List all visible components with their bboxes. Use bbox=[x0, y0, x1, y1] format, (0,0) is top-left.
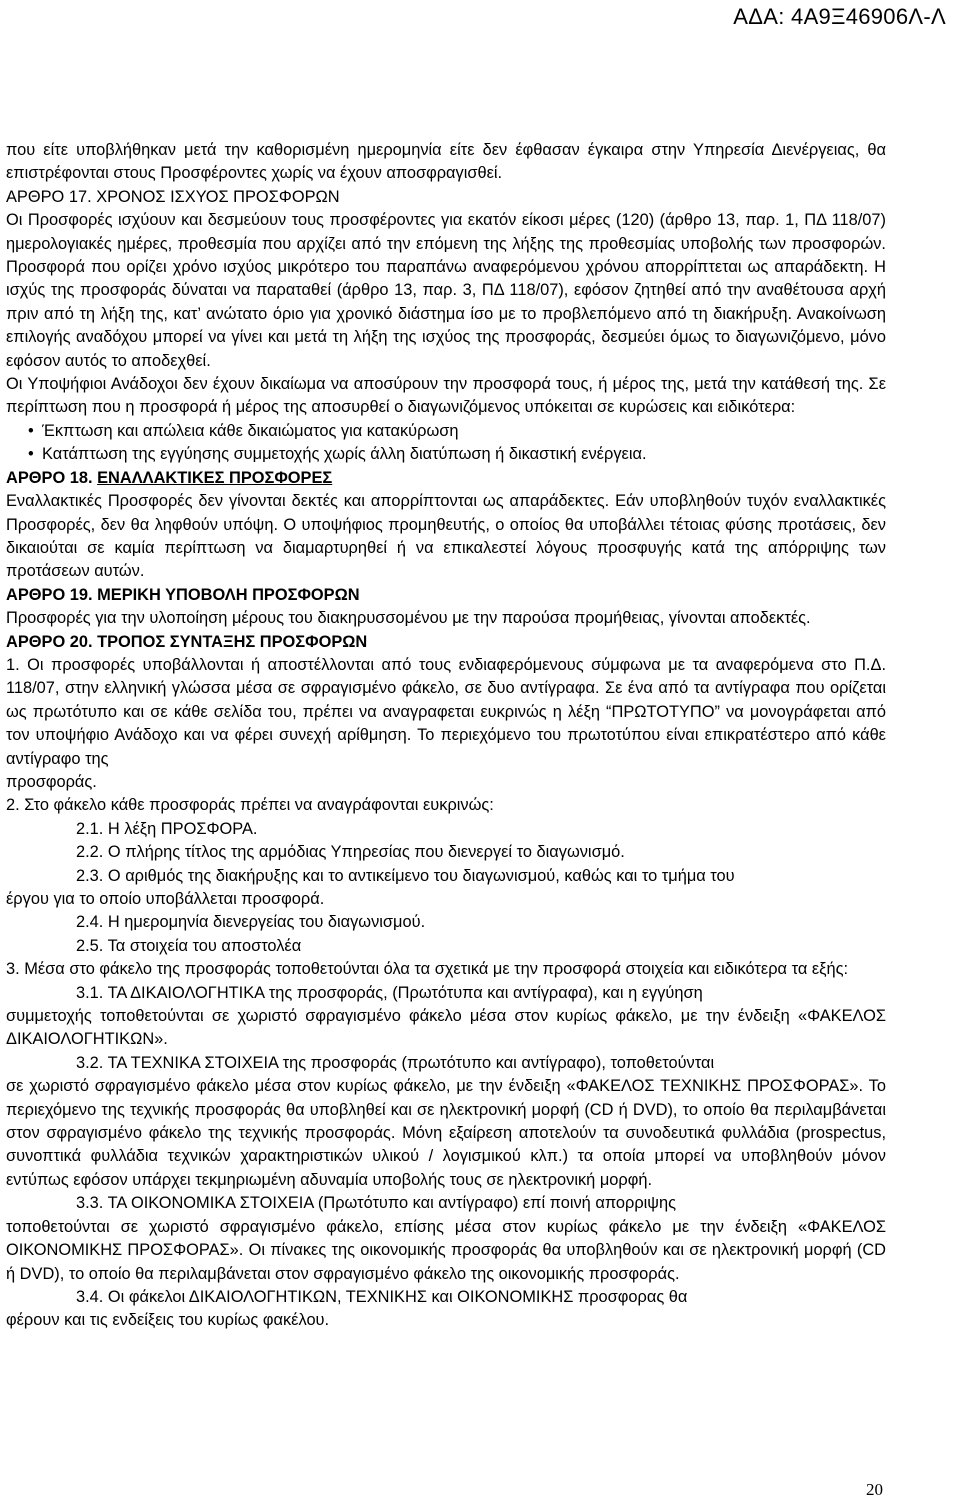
article-20-paragraph-1: 1. Οι προσφορές υποβάλλονται ή αποστέλλονται από τους ενδιαφερόμενους σύμφωνα με τα αναφερόμενα στο Π.Δ. 118/07, στην ελληνική γλώσσα μέσα σε σφραγισμένο φάκελο, σε δυο αντίγραφα. Σε ένα από τα αντίγραφα που ορίζεται ως πρωτότυπο και σε κάθε σελίδα του, πρέπει να αναγραφεται ευκρινώς η λέξη “ΠΡΩΤΟΤΥΠΟ” να μονογράφεται από τον υποψήφιο Ανάδοχο και να φέρει συνεχή αρίθμηση. Το περιεχόμενο του πρωτοτύπου είναι επικρατέστερο από κάθε αντίγραφο της bbox=[6, 655, 886, 768]
article-18-title: ΕΝΑΛΛΑΚΤΙΚΕΣ ΠΡΟΣΦΟΡΕΣ bbox=[97, 468, 333, 487]
article-17-paragraph-1: Οι Προσφορές ισχύουν και δεσμεύουν τους προσφέροντες για εκατόν είκοσι μέρες (120) (άρθρο 13, παρ. 1, ΠΔ 118/07) ημερολογιακές ημέρες, προθεσμία που αρχίζει από την επόμενη της λήξης της προθεσμίας υποβολής των προσφορών. Προσφορά που ορίζει χρόνο ισχύος μικρότερο του παραπάνω αναφερόμενου χρόνου απορρίπτεται ως απαράδεκτη. Η ισχύς της προσφοράς δύναται να παραταθεί (άρθρο 13, παρ. 3, ΠΔ 118/07), εφόσον ζητηθεί από την αναθέτουσα αρχή πριν από τη λήξη της, κατ’ ανώτατο όριο για χρονικό διάστημα ίσο με το προβλεπόμενο από τη διακήρυξη. Ανακοίνωση επιλογής αναδόχου μπορεί να γίνει και μετά τη λήξη της ισχύος της προσφοράς, δεσμεύει όμως το διαγωνιζόμενο, μόνο εφόσον αυτός το αποδεχθεί. bbox=[6, 211, 886, 370]
bullet-item bbox=[6, 443, 886, 466]
article-18-label: ΑΡΘΡΟ 18. bbox=[6, 468, 93, 487]
bullet-icon: • bbox=[28, 445, 34, 464]
bullet-text: Έκπτωση και απώλεια κάθε δικαιώματος για κατακύρωση bbox=[42, 421, 459, 440]
bullet-text: Κατάπτωση της εγγύησης συμμετοχής χωρίς άλλη διατύπωση ή δικαστική ενέργεια. bbox=[42, 445, 647, 464]
item-2-3: 2.3. Ο αριθμός της διακήρυξης και το αντικείμενο του διαγωνισμού, καθώς και το τμήμα του bbox=[76, 866, 735, 885]
ada-code: ΑΔΑ: 4Α9Ξ46906Λ-Λ bbox=[733, 4, 946, 29]
bullet-item bbox=[6, 420, 886, 443]
article-20-paragraph-3: 3. Μέσα στο φάκελο της προσφοράς τοποθετούνται όλα τα σχετικά με την προσφορά στοιχεία και ειδικότερα τα εξής: bbox=[6, 960, 849, 979]
item-2-1: 2.1. Η λέξη ΠΡΟΣΦΟΡΑ. bbox=[76, 819, 258, 838]
article-19-heading bbox=[6, 584, 886, 607]
item-3-1: 3.1. ΤΑ ΔΙΚΑΙΟΛΟΓΗΤΙΚΑ της προσφοράς, (Πρωτότυπα και αντίγραφα), και η εγγύηση bbox=[76, 983, 703, 1002]
article-20-paragraph-2: 2. Στο φάκελο κάθε προσφοράς πρέπει να αναγράφονται ευκρινώς: bbox=[6, 796, 494, 815]
paragraph-intro: που είτε υποβλήθηκαν μετά την καθορισμένη ημερομηνία είτε δεν έφθασαν έγκαιρα στην Υπηρεσία Διενέργειας, θα επιστρέφονται στους Προσφέροντες χωρίς να έχουν αποσφραγισθεί. bbox=[6, 141, 886, 183]
page-number: 20 bbox=[866, 1480, 883, 1499]
item-3-2-continued: σε χωριστό σφραγισμένο φάκελο μέσα στον κυρίως φάκελο, με την ένδειξη «ΦΑΚΕΛΟΣ ΤΕΧΝΙΚΗΣ ΠΡΟΣΦΟΡΑΣ». Το περιεχόμενο της τεχνικής προσφοράς θα υποβληθεί και σε ηλεκτρονική μορφή (CD ή DVD), το οποίο θα περιλαμβάνεται στον σφραγισμένο φάκελο της τεχνικής προσφοράς. Μόνη εξαίρεση αποτελούν τα συνοδευτικά φυλλάδια (prospectus, συνοπτικά φυλλάδια τεχνικών χαρακτηριστικών υλικού / λογισμικού κλπ.) τα οποία μπορεί να υποβληθούν μόνον εντύπως εφόσον υπάρχει τεκμηριωμένη αδυναμία υποβολής τους σε ηλεκτρονική μορφή. bbox=[6, 1077, 886, 1189]
article-19-title: ΜΕΡΙΚΗ ΥΠΟΒΟΛΗ ΠΡΟΣΦΟΡΩΝ bbox=[97, 585, 360, 604]
article-17-heading: ΑΡΘΡΟ 17. ΧΡΟΝΟΣ ΙΣΧΥΟΣ ΠΡΟΣΦΟΡΩΝ bbox=[6, 187, 340, 206]
article-19-paragraph: Προσφορές για την υλοποίηση μέρους του διακηρυσσομένου με την παρούσα προμήθειας, γίνονται αποδεκτές. bbox=[6, 609, 811, 628]
item-3-3-continued: τοποθετούνται σε χωριστό σφραγισμένο φάκελο, επίσης μέσα στον κυρίως φάκελο με την ένδειξη «ΦΑΚΕΛΟΣ ΟΙΚΟΝΟΜΙΚΗΣ ΠΡΟΣΦΟΡΑΣ». Οι πίνακες της οικονομικής προσφοράς θα υποβληθούν και σε ηλεκτρονική μορφή (CD ή DVD), το οποίο θα περιλαμβάνεται στον σφραγισμένο φάκελο της οικονομικής προσφοράς. bbox=[6, 1217, 886, 1283]
item-3-2: 3.2. ΤΑ ΤΕΧΝΙΚΑ ΣΤΟΙΧΕΙΑ της προσφοράς (πρωτότυπο και αντίγραφο), τοποθετούνται bbox=[76, 1053, 715, 1072]
item-3-4-continued: φέρουν και τις ενδείξεις του κυρίως φακέλου. bbox=[6, 1311, 330, 1330]
document-body bbox=[6, 139, 886, 1333]
article-20-label: ΑΡΘΡΟ 20. bbox=[6, 632, 93, 651]
article-18-heading bbox=[6, 467, 886, 490]
article-20-paragraph-1-end: προσφοράς. bbox=[6, 772, 97, 791]
item-3-4: 3.4. Οι φάκελοι ΔΙΚΑΙΟΛΟΓΗΤΙΚΩΝ, ΤΕΧΝΙΚΗΣ και ΟΙΚΟΝΟΜΙΚΗΣ προσφορας θα bbox=[76, 1287, 688, 1306]
article-17-paragraph-2: Οι Υποψήφιοι Ανάδοχοι δεν έχουν δικαίωμα να αποσύρουν την προσφορά τους, ή μέρος της, μετά την κατάθεσή της. Σε περίπτωση που η προσφορά ή μέρος της αποσυρθεί ο διαγωνιζόμενος υπόκειται σε κυρώσεις και ειδικότερα: bbox=[6, 375, 886, 417]
bullet-icon: • bbox=[28, 421, 34, 440]
article-18-paragraph: Εναλλακτικές Προσφορές δεν γίνονται δεκτές και απορρίπτονται ως απαράδεκτες. Εάν υποβληθούν τυχόν εναλλακτικές Προσφορές, δεν θα ληφθούν υπόψη. Ο υποψήφιος προμηθευτής, ο οποίος θα υποβάλλει τέτοιας φύσης προτάσεις, δεν δικαιούται σε καμία περίπτωση να διαμαρτυρηθεί ή να επικαλεστεί λόγους προσφυγής κατά της απόρριψης των προτάσεων αυτών. bbox=[6, 492, 886, 581]
article-20-title: ΤΡΟΠΟΣ ΣΥΝΤΑΞΗΣ ΠΡΟΣΦΟΡΩΝ bbox=[97, 632, 368, 651]
item-2-4: 2.4. Η ημερομηνία διενεργείας του διαγωνισμού. bbox=[76, 913, 426, 932]
article-20-heading bbox=[6, 631, 886, 654]
item-2-5: 2.5. Τα στοιχεία του αποστολέα bbox=[76, 936, 302, 955]
item-3-3: 3.3. ΤΑ ΟΙΚΟΝΟΜΙΚΑ ΣΤΟΙΧΕΙΑ (Πρωτότυπο και αντίγραφο) επί ποινή απορριψης bbox=[76, 1194, 677, 1213]
item-2-3-continued: έργου για το οποίο υποβάλλεται προσφορά. bbox=[6, 890, 325, 908]
article-19-label: ΑΡΘΡΟ 19. bbox=[6, 585, 93, 604]
item-3-1-continued: συμμετοχής τοποθετούνται σε χωριστό σφραγισμένο φάκελο μέσα στον κυρίως φάκελο, με την ένδειξη «ΦΑΚΕΛΟΣ ΔΙΚΑΙΟΛΟΓΗΤΙΚΩΝ». bbox=[6, 1007, 886, 1049]
item-2-2: 2.2. Ο πλήρης τίτλος της αρμόδιας Υπηρεσίας που διενεργεί το διαγωνισμό. bbox=[76, 843, 625, 862]
